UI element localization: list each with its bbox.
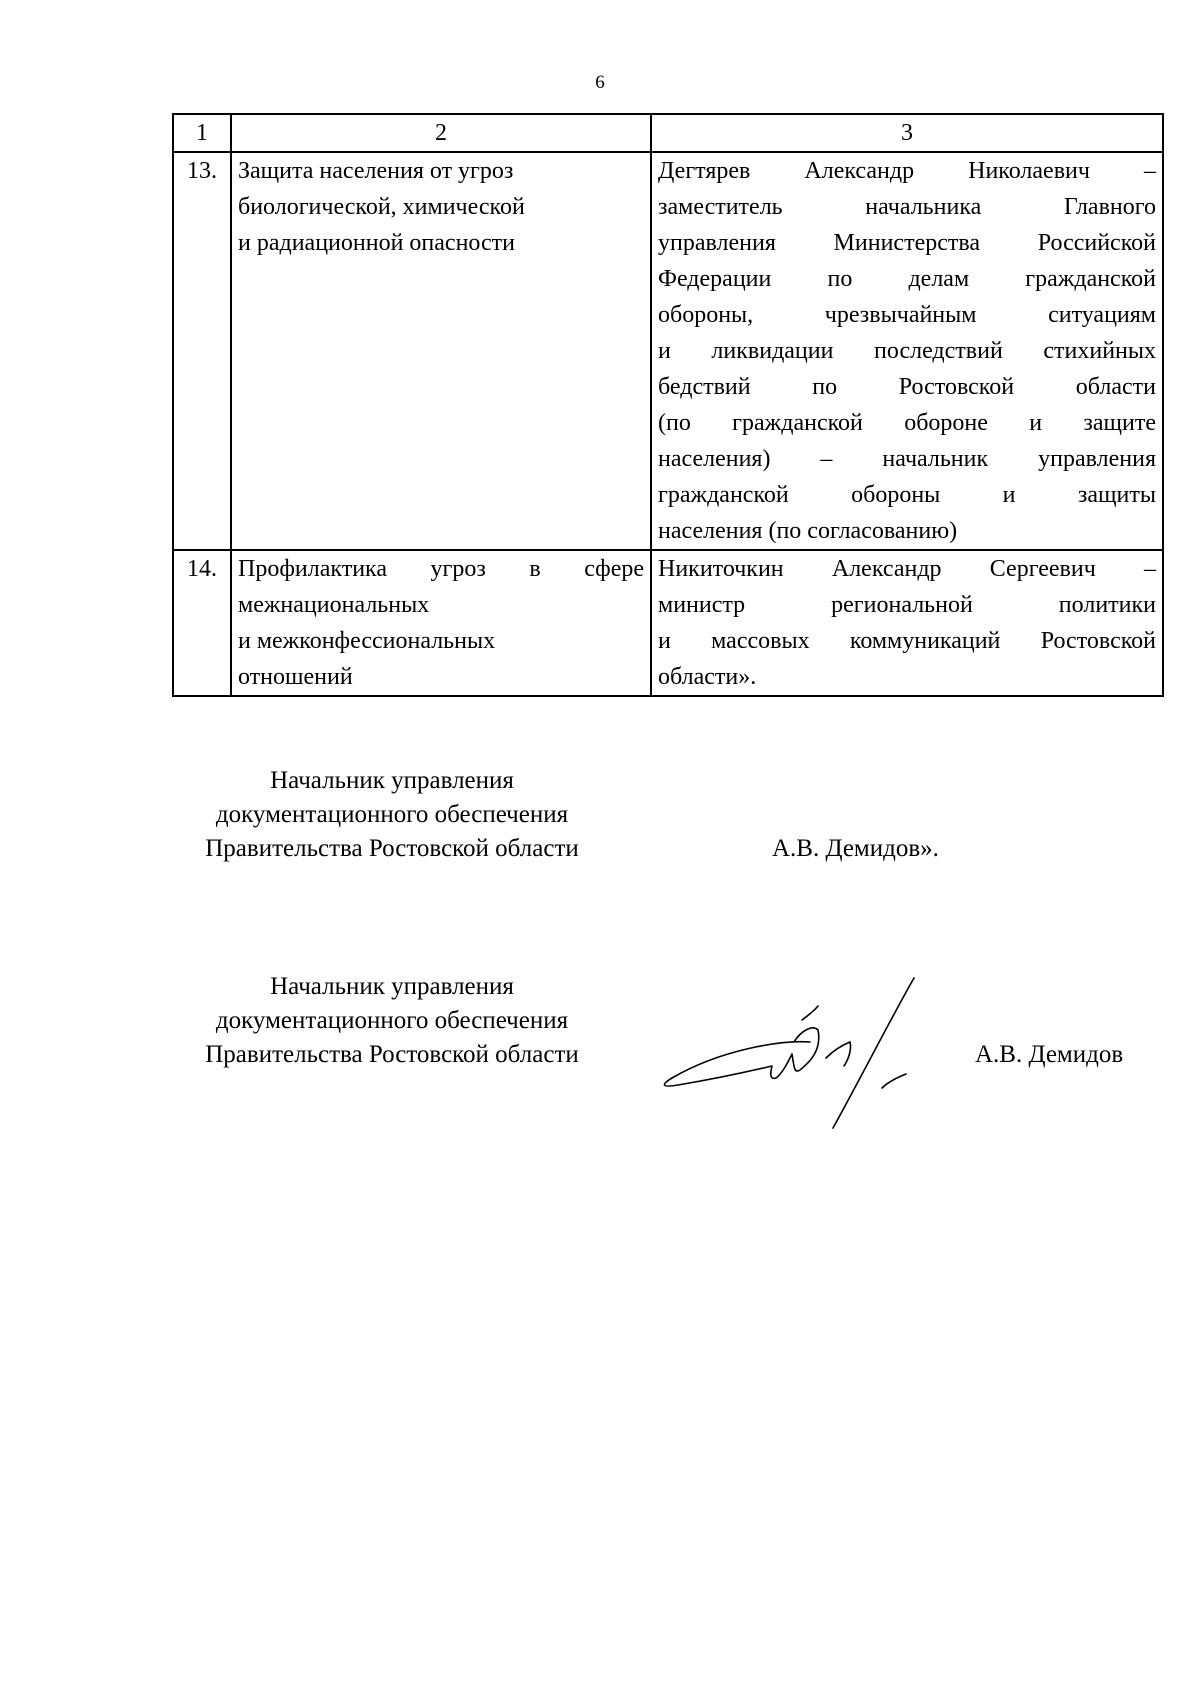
signature-title-line: документационного обеспечения — [215, 801, 569, 828]
area-line: и радиационной опасности — [238, 230, 515, 256]
column-header-3: 3 — [651, 114, 1163, 152]
signatory-name: А.В. Демидов — [975, 1041, 1124, 1068]
person-line: гражданской обороны и защиты — [658, 482, 1156, 508]
person-line: управления Министерства Российской — [658, 230, 1156, 256]
person-line: населения (по согласованию) — [658, 518, 958, 544]
signature-title-line: Начальник управления — [270, 973, 514, 1000]
area-line: и межконфессиональных — [238, 628, 496, 654]
area-line: отношений — [238, 664, 353, 690]
column-header-2: 2 — [231, 114, 651, 152]
signature-title-line: Правительства Ростовской области — [205, 835, 579, 862]
area-cell — [231, 152, 651, 550]
person-line: обороны, чрезвычайным ситуациям — [658, 302, 1156, 328]
person-line: Никиточкин Александр Сергеевич – — [658, 556, 1156, 582]
responsible-person-cell — [651, 152, 1163, 550]
area-line: межнациональных — [238, 592, 430, 618]
table-row — [173, 152, 1163, 550]
person-line: населения) – начальник управления — [658, 446, 1156, 472]
column-header-1: 1 — [173, 114, 231, 152]
signature-title-block — [172, 764, 612, 866]
responsible-person-cell — [651, 550, 1163, 696]
signature-title-line: Начальник управления — [270, 767, 514, 794]
person-line: бедствий по Ростовской области — [658, 374, 1156, 400]
handwritten-signature — [660, 970, 960, 1140]
signature-title-block — [172, 970, 612, 1072]
area-line: биологической, химической — [238, 194, 525, 220]
signature-title-line: Правительства Ростовской области — [205, 1041, 579, 1068]
signatory-name: А.В. Демидов». — [772, 835, 939, 862]
table-header-row — [173, 114, 1163, 152]
person-line: заместитель начальника Главного — [658, 194, 1156, 220]
page-number: 6 — [595, 72, 605, 93]
person-line: области». — [658, 664, 757, 690]
area-line: Профилактика угроз в сфере — [238, 556, 644, 582]
row-number: 14. — [173, 550, 231, 696]
table-row — [173, 550, 1163, 696]
responsibility-table — [172, 113, 1164, 697]
person-line: и ликвидации последствий стихийных — [658, 338, 1156, 364]
person-line: Дегтярев Александр Николаевич – — [658, 158, 1156, 184]
row-number: 13. — [173, 152, 231, 550]
area-line: Защита населения от угроз — [238, 158, 514, 184]
signature-title-line: документационного обеспечения — [215, 1007, 569, 1034]
area-cell — [231, 550, 651, 696]
person-line: и массовых коммуникаций Ростовской — [658, 628, 1156, 654]
person-line: Федерации по делам гражданской — [658, 266, 1156, 292]
person-line: министр региональной политики — [658, 592, 1156, 618]
person-line: (по гражданской обороне и защите — [658, 410, 1156, 436]
